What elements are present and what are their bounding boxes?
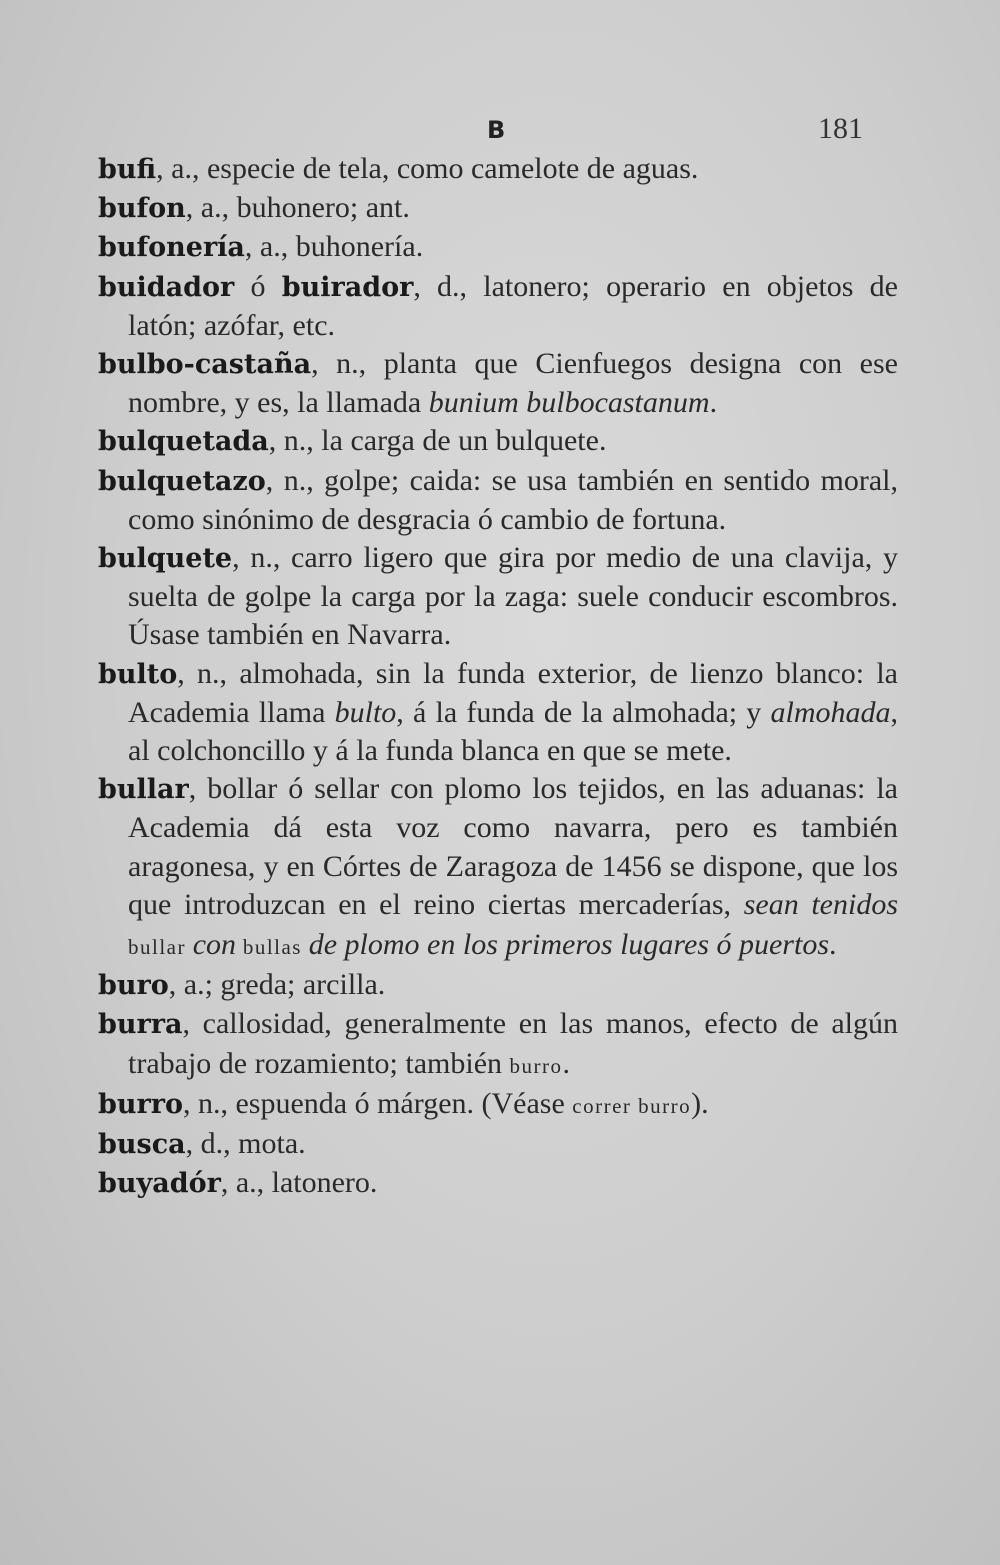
definition-end: . bbox=[829, 928, 837, 962]
headword: burra bbox=[98, 1009, 183, 1041]
headword: buyadór bbox=[98, 1168, 221, 1200]
definition: , n., la carga de un bulquete. bbox=[268, 424, 607, 458]
headword: bufonería bbox=[98, 232, 245, 264]
headword: bufi bbox=[98, 154, 157, 185]
small-caps-term: burro bbox=[509, 1053, 563, 1078]
dictionary-entry bbox=[98, 966, 898, 1005]
headword: bulquetazo bbox=[98, 465, 266, 497]
definition: , d., mota. bbox=[185, 1127, 306, 1161]
definition: , n., carro ligero que gira por medio de una clavija, y suelta de golpe la carga por la zaga: suele conducir escombros. Úsase también en Navarra. bbox=[128, 541, 898, 652]
dictionary-entry bbox=[98, 655, 898, 771]
dictionary-entry bbox=[98, 345, 898, 422]
dictionary-entry bbox=[98, 539, 898, 655]
italic-quote: con bbox=[192, 928, 237, 962]
headword: bullar bbox=[98, 774, 189, 806]
definition: , a., latonero. bbox=[220, 1166, 378, 1200]
dictionary-entry bbox=[98, 1164, 898, 1203]
definition: , a., buhonero; ant. bbox=[185, 191, 410, 225]
definition-end: , al colchoncillo y á la funda blanca en que se mete. bbox=[128, 695, 898, 768]
italic-term: almohada bbox=[770, 695, 891, 729]
headword: bufon bbox=[98, 193, 186, 225]
definition: , d., latonero; operario en objetos de latón; azófar, etc. bbox=[128, 269, 898, 342]
definition: , n., planta que Cienfuegos designa con ese nombre, y es, la llamada bbox=[128, 347, 898, 420]
dictionary-entry bbox=[98, 770, 898, 966]
small-caps-term: correr burro bbox=[572, 1093, 692, 1118]
small-caps-term: bullas bbox=[236, 935, 309, 960]
italic-quote: de plomo en los primeros lugares ó puertos bbox=[308, 928, 829, 962]
definition-cont: , á la funda de la almohada; y bbox=[396, 695, 771, 729]
headword: burro bbox=[98, 1088, 183, 1120]
definition: , n., almohada, sin la funda exterior, de lienzo blanco: la Academia llama bbox=[128, 656, 898, 729]
headword-variant: buirador bbox=[281, 271, 414, 303]
definition: , a., especie de tela, como camelote de aguas. bbox=[156, 152, 699, 185]
headword: bulto bbox=[98, 658, 178, 690]
connector: ó bbox=[234, 269, 282, 303]
dictionary-entry bbox=[98, 150, 898, 189]
dictionary-entry bbox=[98, 462, 898, 539]
entry-list bbox=[98, 150, 898, 1203]
headword: buidador bbox=[98, 271, 235, 303]
small-caps-term: bullar bbox=[128, 935, 193, 960]
section-letter: B bbox=[487, 116, 506, 144]
dictionary-entry bbox=[98, 189, 898, 228]
definition-end: . bbox=[562, 1046, 571, 1080]
definition: , callosidad, generalmente en las manos, efecto de algún trabajo de rozamiento; también bbox=[128, 1007, 898, 1080]
definition: , bollar ó sellar con plomo los tejidos, en las aduanas: la Academia dá esta voz como navarra, pero es también aragonesa, y en Córtes de Zaragoza de 1456 se dispone, que los que introduzcan en el reino ciertas mercaderías, bbox=[128, 772, 898, 921]
dictionary-entry bbox=[98, 1085, 898, 1125]
headword: bulquete bbox=[98, 543, 233, 575]
headword: bulquetada bbox=[98, 426, 269, 458]
definition-end: . bbox=[709, 386, 718, 420]
definition: , n., golpe; caida: se usa también en sentido moral, como sinónimo de desgracia ó cambio de fortuna. bbox=[128, 463, 898, 536]
italic-quote: sean tenidos bbox=[743, 887, 898, 921]
page-number: 181 bbox=[818, 112, 863, 145]
dictionary-entry bbox=[98, 268, 898, 345]
italic-term: bunium bulbocastanum bbox=[428, 386, 710, 420]
definition-end: ). bbox=[691, 1086, 709, 1120]
dictionary-entry bbox=[98, 1005, 898, 1084]
headword: buro bbox=[98, 970, 169, 1002]
headword: busca bbox=[98, 1129, 186, 1161]
headword: bulbo-castaña bbox=[98, 349, 312, 381]
italic-term: bulto bbox=[334, 695, 397, 729]
dictionary-entry bbox=[98, 422, 898, 461]
definition: , a.; greda; arcilla. bbox=[168, 968, 386, 1002]
definition: , n., espuenda ó márgen. (Véase bbox=[182, 1086, 573, 1120]
definition: , a., buhonería. bbox=[244, 230, 424, 264]
page-header bbox=[0, 110, 1000, 150]
dictionary-entry bbox=[98, 228, 898, 267]
dictionary-entry bbox=[98, 1125, 898, 1164]
